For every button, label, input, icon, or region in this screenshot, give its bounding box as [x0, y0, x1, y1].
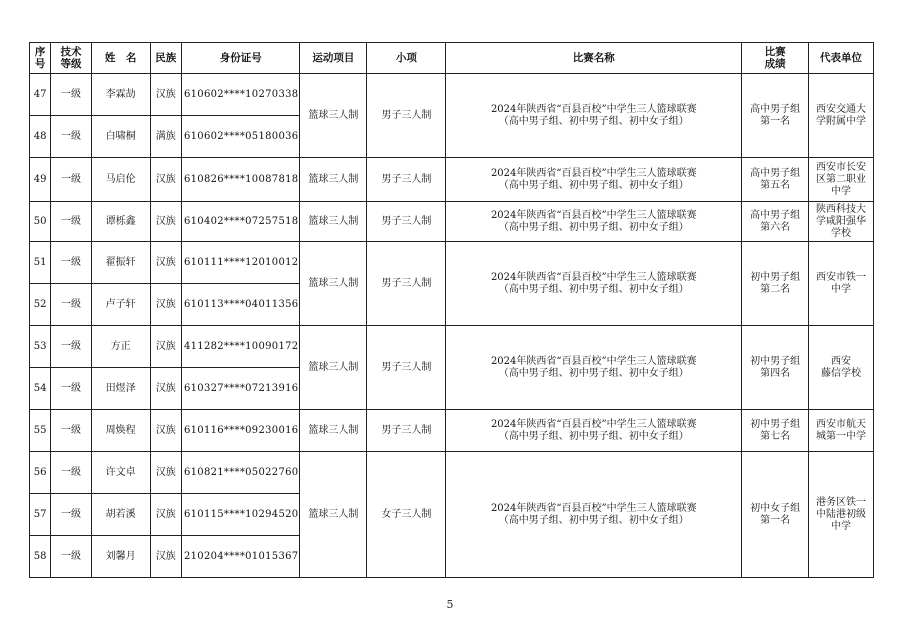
id-cell: 610821****05022760	[181, 452, 300, 494]
unit-cell: 西安市铁一 中学	[809, 242, 874, 326]
name-cell: 田煜泽	[91, 368, 150, 410]
seq-cell: 55	[30, 410, 51, 452]
seq-cell: 50	[30, 202, 51, 242]
table-row	[30, 452, 874, 494]
event-cell: 2024年陕西省“百县百校”中学生三人篮球联赛 （高中男子组、初中男子组、初中女子组）	[446, 410, 742, 452]
id-cell: 610602****10270338	[181, 74, 300, 116]
header-event: 比赛名称	[446, 43, 742, 74]
ethnicity-cell: 汉族	[150, 158, 181, 202]
ethnicity-cell: 汉族	[150, 326, 181, 368]
sport-cell: 篮球三人制	[300, 158, 367, 202]
seq-cell: 47	[30, 74, 51, 116]
id-cell: 610115****10294520	[181, 494, 300, 536]
seq-cell: 54	[30, 368, 51, 410]
ethnicity-cell: 汉族	[150, 452, 181, 494]
result-cell: 初中男子组 第七名	[742, 410, 809, 452]
level-cell: 一级	[51, 202, 92, 242]
ethnicity-cell: 汉族	[150, 284, 181, 326]
subitem-cell: 女子三人制	[367, 452, 446, 578]
sport-cell: 篮球三人制	[300, 202, 367, 242]
page-number: 5	[446, 598, 454, 611]
level-cell: 一级	[51, 284, 92, 326]
result-cell: 初中女子组 第一名	[742, 452, 809, 578]
level-cell: 一级	[51, 326, 92, 368]
name-cell: 方正	[91, 326, 150, 368]
name-cell: 刘馨月	[91, 536, 150, 578]
table-row	[30, 326, 874, 368]
sport-cell: 篮球三人制	[300, 452, 367, 578]
name-cell: 胡若溪	[91, 494, 150, 536]
table-row	[30, 158, 874, 202]
level-cell: 一级	[51, 452, 92, 494]
id-cell: 210204****01015367	[181, 536, 300, 578]
ethnicity-cell: 汉族	[150, 368, 181, 410]
seq-cell: 48	[30, 116, 51, 158]
name-cell: 许文卓	[91, 452, 150, 494]
sport-cell: 篮球三人制	[300, 242, 367, 326]
result-cell: 高中男子组 第五名	[742, 158, 809, 202]
unit-cell: 西安市航天 城第一中学	[809, 410, 874, 452]
id-cell: 610402****07257518	[181, 202, 300, 242]
header-result: 比赛 成绩	[742, 43, 809, 74]
header-unit: 代表单位	[809, 43, 874, 74]
level-cell: 一级	[51, 158, 92, 202]
table-row	[30, 74, 874, 116]
ethnicity-cell: 汉族	[150, 242, 181, 284]
unit-cell: 西安 藤信学校	[809, 326, 874, 410]
id-cell: 610113****04011356	[181, 284, 300, 326]
id-cell: 610602****05180036	[181, 116, 300, 158]
seq-cell: 49	[30, 158, 51, 202]
table-row	[30, 410, 874, 452]
ethnicity-cell: 汉族	[150, 410, 181, 452]
ethnicity-cell: 汉族	[150, 536, 181, 578]
id-cell: 610116****09230016	[181, 410, 300, 452]
unit-cell: 陕西科技大 学咸阳强华 学校	[809, 202, 874, 242]
level-cell: 一级	[51, 368, 92, 410]
ethnicity-cell: 汉族	[150, 202, 181, 242]
sport-cell: 篮球三人制	[300, 326, 367, 410]
result-cell: 初中男子组 第四名	[742, 326, 809, 410]
unit-cell: 西安市长安 区第二职业 中学	[809, 158, 874, 202]
unit-cell: 港务区铁一 中陆港初级 中学	[809, 452, 874, 578]
seq-cell: 53	[30, 326, 51, 368]
name-cell: 卢子轩	[91, 284, 150, 326]
ethnicity-cell: 汉族	[150, 74, 181, 116]
table-row	[30, 202, 874, 242]
id-cell: 610826****10087818	[181, 158, 300, 202]
level-cell: 一级	[51, 242, 92, 284]
subitem-cell: 男子三人制	[367, 202, 446, 242]
ethnicity-cell: 满族	[150, 116, 181, 158]
seq-cell: 51	[30, 242, 51, 284]
table-row	[30, 242, 874, 284]
subitem-cell: 男子三人制	[367, 410, 446, 452]
level-cell: 一级	[51, 494, 92, 536]
header-ethnicity: 民族	[150, 43, 181, 74]
seq-cell: 52	[30, 284, 51, 326]
level-cell: 一级	[51, 116, 92, 158]
sport-cell: 篮球三人制	[300, 74, 367, 158]
subitem-cell: 男子三人制	[367, 326, 446, 410]
event-cell: 2024年陕西省“百县百校”中学生三人篮球联赛 （高中男子组、初中男子组、初中女子组）	[446, 74, 742, 158]
header-id: 身份证号	[181, 43, 300, 74]
subitem-cell: 男子三人制	[367, 158, 446, 202]
level-cell: 一级	[51, 536, 92, 578]
name-cell: 李霖劼	[91, 74, 150, 116]
header-sport: 运动项目	[300, 43, 367, 74]
name-cell: 翟振轩	[91, 242, 150, 284]
athlete-roster-table	[29, 42, 874, 578]
seq-cell: 57	[30, 494, 51, 536]
name-cell: 马启伦	[91, 158, 150, 202]
name-cell: 谭栎鑫	[91, 202, 150, 242]
level-cell: 一级	[51, 410, 92, 452]
seq-cell: 58	[30, 536, 51, 578]
event-cell: 2024年陕西省“百县百校”中学生三人篮球联赛 （高中男子组、初中男子组、初中女子组）	[446, 452, 742, 578]
event-cell: 2024年陕西省“百县百校”中学生三人篮球联赛 （高中男子组、初中男子组、初中女子组）	[446, 326, 742, 410]
sport-cell: 篮球三人制	[300, 410, 367, 452]
id-cell: 610111****12010012	[181, 242, 300, 284]
result-cell: 高中男子组 第六名	[742, 202, 809, 242]
ethnicity-cell: 汉族	[150, 494, 181, 536]
event-cell: 2024年陕西省“百县百校”中学生三人篮球联赛 （高中男子组、初中男子组、初中女子组）	[446, 242, 742, 326]
header-seq: 序 号	[30, 43, 51, 74]
name-cell: 周焕程	[91, 410, 150, 452]
table-header-row	[30, 43, 874, 74]
header-subitem: 小项	[367, 43, 446, 74]
header-level: 技术 等级	[51, 43, 92, 74]
seq-cell: 56	[30, 452, 51, 494]
result-cell: 高中男子组 第一名	[742, 74, 809, 158]
id-cell: 411282****10090172	[181, 326, 300, 368]
header-name: 姓 名	[91, 43, 150, 74]
subitem-cell: 男子三人制	[367, 242, 446, 326]
unit-cell: 西安交通大 学附属中学	[809, 74, 874, 158]
event-cell: 2024年陕西省“百县百校”中学生三人篮球联赛 （高中男子组、初中男子组、初中女子组）	[446, 202, 742, 242]
subitem-cell: 男子三人制	[367, 74, 446, 158]
id-cell: 610327****07213916	[181, 368, 300, 410]
result-cell: 初中男子组 第二名	[742, 242, 809, 326]
event-cell: 2024年陕西省“百县百校”中学生三人篮球联赛 （高中男子组、初中男子组、初中女子组）	[446, 158, 742, 202]
level-cell: 一级	[51, 74, 92, 116]
name-cell: 白啸桐	[91, 116, 150, 158]
